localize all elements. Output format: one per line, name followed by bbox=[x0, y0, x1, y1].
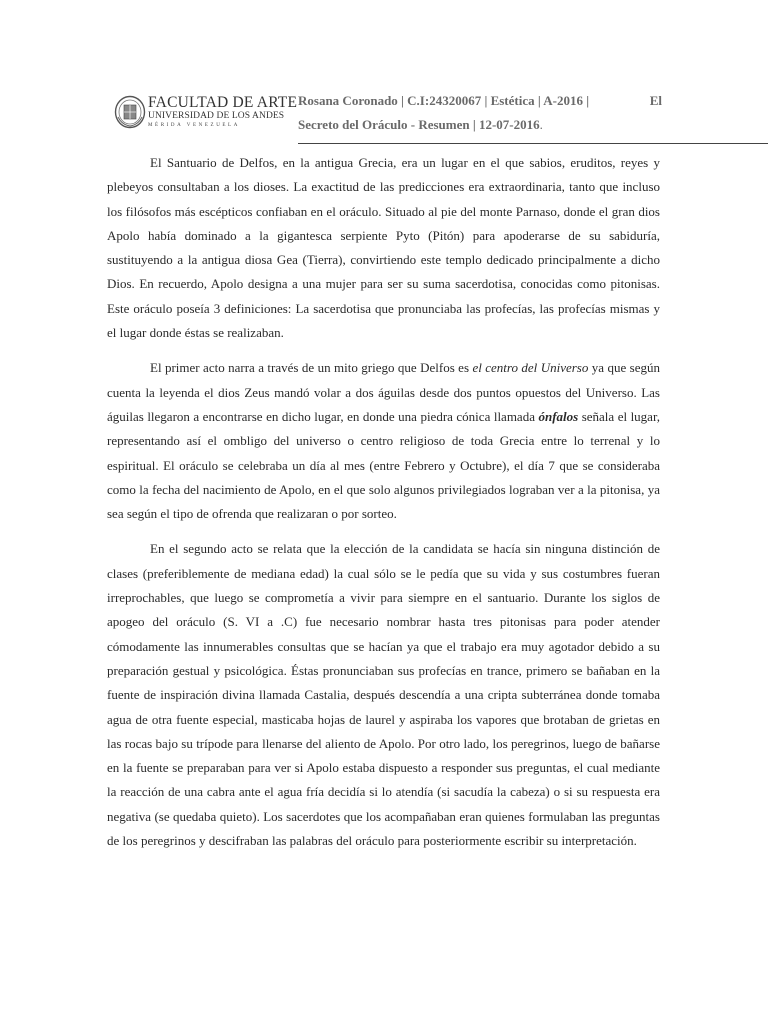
logo-text bbox=[148, 94, 298, 129]
document-header bbox=[298, 89, 662, 137]
logo-title: FACULTAD DE ARTE bbox=[148, 94, 298, 111]
logo-subtitle: UNIVERSIDAD DE LOS ANDES bbox=[148, 111, 285, 121]
paragraph-2-emphasis: el centro del Universo bbox=[472, 360, 589, 376]
university-seal-icon bbox=[114, 95, 146, 129]
header-title-start: El bbox=[649, 93, 662, 108]
document-body bbox=[107, 151, 660, 864]
paragraph-2 bbox=[107, 356, 660, 526]
paragraph-1: El Santuario de Delfos, en la antigua Grecia, era un lugar en el que sabios, eruditos, reyes y plebeyos consultaban a los dioses. La exactitud de las predicciones era extraordinaria, tanto que incluso los filósofos más escépticos confiaban en el oráculo. Situado al pie del monte Parnaso, donde el gran dios Apolo había dominado a la gigantesca serpiente Pyto (Pitón) para apoderarse de su sabiduría, sustituyendo a la antigua diosa Gea (Tierra), convirtiendo este templo dedicado principalmente a dicho Dios. En recuerdo, Apolo designa a una mujer para ser su suma sacerdotisa, conocidas como pitonisas. Este oráculo poseía 3 definiciones: La sacerdotisa que pronunciaba las profecías, las profecías mismas y el lugar donde éstas se realizaban. bbox=[107, 155, 660, 341]
paragraph-3: En el segundo acto se relata que la elección de la candidata se hacía sin ninguna distinción de clases (preferiblemente de mediana edad) la cual sólo se le pedía que su vida y sus costumbres fueran irreprochables, que luego se comprometía a vivir para siempre en el santuario. Durante los siglos de apogeo del oráculo (S. VI a .C) fue necesario nombrar hasta tres pitonisas para poder atender cómodamente las innumerables consultas que se hacían ya que el trabajo era muy agotador debido a su preparación gestual y psicológica. Éstas pronunciaban sus profecías en trance, primero se bañaban en la fuente de inspiración divina llamada Castalia, después descendía a una cripta subterránea donde tomaba agua de otra fuente especial, masticaba hojas de laurel y aspiraba los vapores que brotaban de grietas en las rocas bajo su trípode para llenarse del aliento de Apolo. Por otro lado, los peregrinos, luego de bañarse en la fuente se preparaban para ver si Apolo estaba dispuesto a responder sus preguntas, el cual mediante la reacción de una cabra ante el agua fría decidía si lo atendía (si sacudía la cabeza) o si su respuesta era negativa (se quedaba quieto). Los sacerdotes que los acompañaban eran quienes formulaban las preguntas de los peregrinos y descifraban las palabras del oráculo para posteriormente escribir su interpretación. bbox=[107, 541, 660, 849]
paragraph-2-term: ónfalos bbox=[538, 408, 579, 424]
header-meta-line1 bbox=[298, 89, 662, 113]
header-period: . bbox=[539, 117, 543, 132]
header-meta-line2 bbox=[298, 113, 662, 137]
header-divider bbox=[298, 143, 768, 144]
faculty-logo bbox=[114, 94, 298, 136]
paragraph-2-part-a: El primer acto narra a través de un mito griego que Delfos es bbox=[150, 360, 473, 376]
header-author-info: Rosana Coronado | C.I:24320067 | Estética | A-2016 | bbox=[298, 93, 590, 108]
logo-location: MÉRIDA VENEZUELA bbox=[148, 123, 240, 128]
paragraph-2-part-c: señala el lugar, representando así el ombligo del universo o centro religioso de toda Grecia entre lo terrenal y lo espiritual. El oráculo se celebraba un día al mes (entre Febrero y Octubre), el día 7 que se consideraba como la fecha del nacimiento de Apolo, en el que solo algunos privilegiados lograban ver a la pitonisa, ya sea según el tipo de ofrenda que realizaran o por sorteo. bbox=[107, 408, 661, 522]
header-title-date: Secreto del Oráculo - Resumen | 12-07-2016 bbox=[298, 117, 540, 132]
paragraph-2-part-b: ya que según cuenta la leyenda el dios Zeus mandó volar a dos águilas desde dos puntos opuestos del Universo. Las águilas llegaron a encontrarse en dicho lugar, en donde una piedra cónica llamada bbox=[107, 360, 660, 424]
